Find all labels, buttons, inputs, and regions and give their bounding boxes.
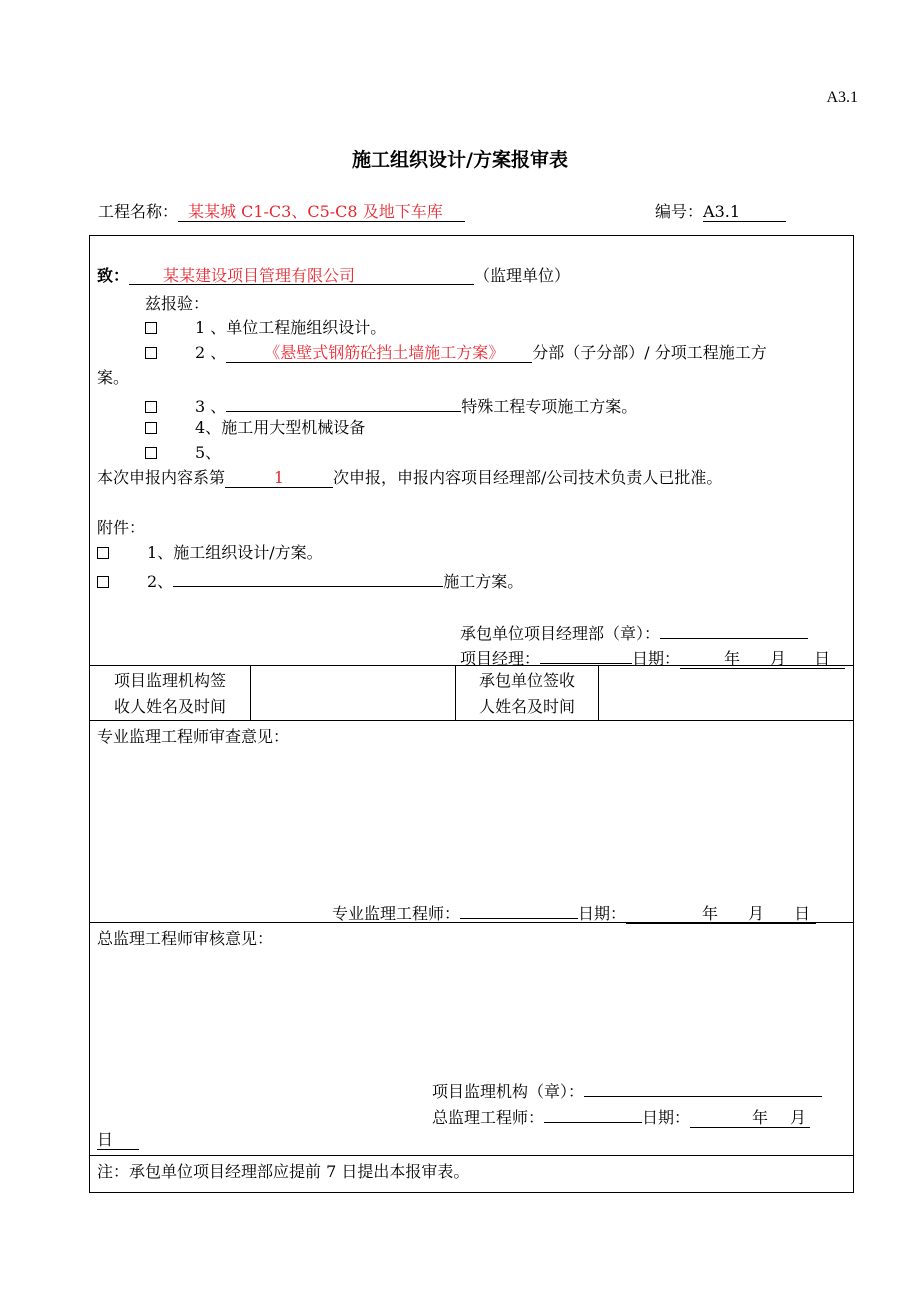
to-suffix: （监理单位）: [474, 266, 571, 285]
contractor-manager-field[interactable]: [540, 645, 632, 664]
contractor-manager-label: 项目经理：: [460, 649, 541, 668]
item-4-text: 施工用大型机械设备: [221, 418, 366, 437]
specialist-month: 月: [748, 904, 765, 923]
contractor-receipt-label: [456, 668, 598, 720]
submit-intro: 兹报验：: [145, 294, 210, 313]
item-row-4: [145, 418, 365, 438]
chief-org-row: [432, 1078, 822, 1102]
to-value: 某某建设项目管理有限公司: [163, 266, 356, 285]
declaration-count: 1: [273, 468, 285, 487]
chief-day: 日: [97, 1130, 114, 1149]
attachment-1-text: 施工组织设计/方案。: [173, 543, 323, 562]
item-3-checkbox[interactable]: [145, 401, 157, 413]
attachment-2-text: 施工方案。: [443, 572, 524, 591]
specialist-date-label: 日期：: [578, 904, 627, 923]
attachment-1-prefix: 1、: [147, 543, 174, 562]
attachment-1-checkbox[interactable]: [97, 547, 109, 559]
item-row-5: [145, 443, 221, 463]
specialist-review-label: 专业监理工程师审查意见：: [97, 727, 290, 746]
form-number-field[interactable]: [703, 203, 786, 222]
contractor-dept-row: [460, 620, 808, 644]
item-5-prefix: 5、: [195, 443, 222, 462]
item-1-prefix: 1 、: [195, 318, 227, 337]
attachment-2-prefix: 2、: [147, 572, 174, 591]
chief-sign-label: 总监理工程师：: [432, 1108, 545, 1127]
item-1-text: 单位工程施组织设计。: [226, 318, 387, 337]
attachment-row-2: [97, 568, 523, 592]
chief-review-label: 总监理工程师审核意见：: [97, 929, 274, 948]
item-3-text: 特殊工程专项施工方案。: [461, 397, 638, 416]
item-row-3: [145, 393, 637, 417]
to-field[interactable]: [129, 267, 474, 285]
form-number-label: 编号：: [655, 202, 704, 221]
contractor-day: 日: [814, 649, 831, 668]
item-2-fill: 《悬壁式钢筋砼挡土墙施工方案》: [264, 343, 505, 362]
to-label: 致：: [97, 266, 130, 285]
contractor-date-label: 日期：: [632, 649, 681, 668]
chief-date-label: 日期：: [642, 1108, 691, 1127]
contractor-dept-label: 承包单位项目经理部（章）：: [460, 624, 661, 643]
declaration-row: [97, 468, 722, 488]
chief-year: 年: [752, 1108, 769, 1127]
contractor-dept-field[interactable]: [660, 620, 808, 639]
item-2-wrap: 案。: [97, 368, 130, 387]
supervisor-receipt-field[interactable]: [251, 666, 454, 719]
row-divider: [89, 1155, 854, 1156]
item-2-prefix: 2 、: [195, 343, 227, 362]
item-2-text: 分部（子分部）/ 分项工程施工方: [532, 343, 767, 362]
item-row-2: [145, 343, 767, 363]
form-number-row: [655, 202, 786, 222]
form-number-value: A3.1: [703, 202, 741, 221]
item-3-prefix: 3 、: [195, 397, 227, 416]
declaration-before: 本次申报内容系第: [97, 468, 226, 487]
declaration-count-field[interactable]: [225, 469, 333, 488]
attachments-label: 附件：: [97, 518, 146, 537]
project-name-value: 某某城 C1-C3、C5-C8 及地下车库: [188, 202, 443, 221]
contractor-receipt-field[interactable]: [599, 666, 852, 719]
project-name-field[interactable]: [178, 203, 465, 222]
attachment-2-field[interactable]: [173, 568, 443, 587]
chief-month: 月: [790, 1108, 807, 1127]
row-divider: [89, 720, 854, 721]
supervisor-receipt-label-line-1: 项目监理机构签: [113, 671, 226, 690]
attachment-2-checkbox[interactable]: [97, 576, 109, 588]
chief-review-textarea[interactable]: [97, 954, 842, 1069]
item-2-checkbox[interactable]: [145, 347, 157, 359]
chief-date-field[interactable]: [690, 1109, 810, 1128]
chief-sign-row: [432, 1104, 810, 1128]
contractor-receipt-label-line-1: 承包单位签收: [478, 671, 575, 690]
specialist-sign-label: 专业监理工程师：: [332, 904, 461, 923]
item-5-checkbox[interactable]: [145, 447, 157, 459]
chief-day-field[interactable]: [97, 1131, 139, 1150]
specialist-date-field[interactable]: [626, 905, 816, 924]
supervisor-receipt-label: [90, 668, 250, 720]
chief-day-row: [97, 1130, 139, 1150]
chief-sign-field[interactable]: [544, 1104, 642, 1123]
footer-note: 注：承包单位项目经理部应提前 7 日提出本报审表。: [97, 1162, 470, 1181]
attachment-row-1: [97, 543, 323, 563]
specialist-day: 日: [794, 904, 811, 923]
item-1-checkbox[interactable]: [145, 322, 157, 334]
to-row: [97, 266, 570, 286]
chief-org-field[interactable]: [584, 1078, 822, 1097]
declaration-after: 次申报，申报内容项目经理部/公司技术负责人已批准。: [333, 468, 723, 487]
supervisor-receipt-label-line-2: 收人姓名及时间: [113, 697, 226, 716]
specialist-sign-field[interactable]: [460, 900, 578, 919]
contractor-month: 月: [770, 649, 787, 668]
chief-org-label: 项目监理机构（章）：: [432, 1082, 585, 1101]
specialist-review-textarea[interactable]: [97, 752, 842, 892]
item-3-field[interactable]: [226, 393, 461, 412]
contractor-year: 年: [724, 649, 741, 668]
project-name-row: [98, 202, 465, 222]
page-title: 施工组织设计/方案报审表: [352, 149, 568, 171]
item-2-field[interactable]: [226, 344, 532, 363]
project-name-label: 工程名称：: [98, 202, 179, 221]
form-code: A3.1: [826, 89, 858, 106]
specialist-sign-row: [332, 900, 816, 924]
specialist-year: 年: [702, 904, 719, 923]
item-row-1: [145, 318, 386, 338]
item-4-prefix: 4、: [195, 418, 222, 437]
contractor-receipt-label-line-2: 人姓名及时间: [478, 697, 575, 716]
item-4-checkbox[interactable]: [145, 422, 157, 434]
